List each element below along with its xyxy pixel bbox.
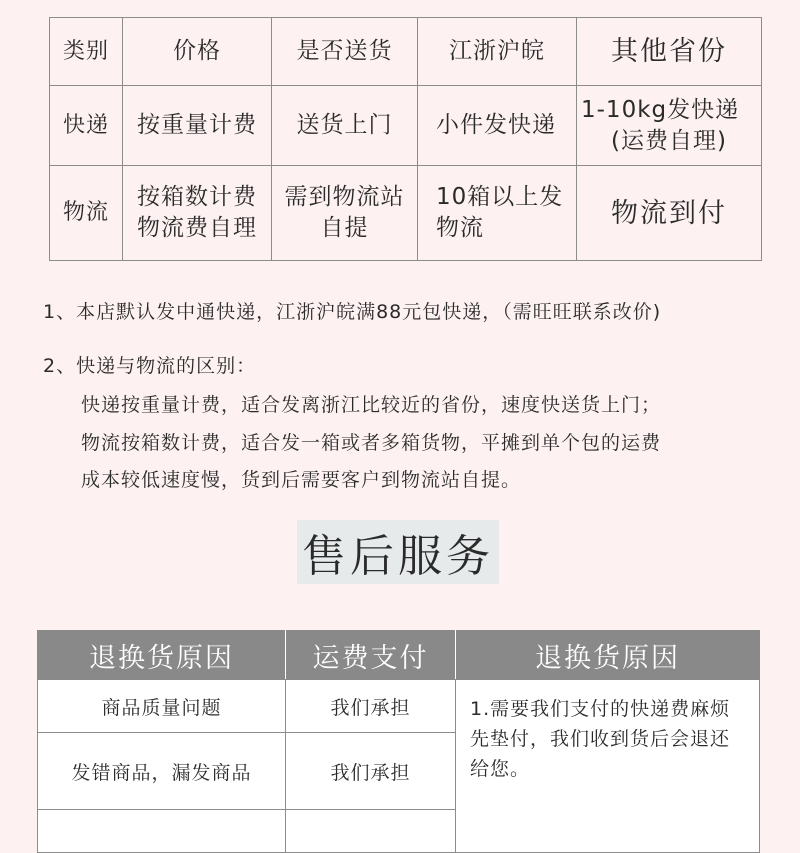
return-header-shipping-payment: 运费支付 (286, 631, 456, 680)
logistics-delivery: 需到物流站自提 (272, 166, 418, 261)
return-note: 1.需要我们支付的快递费麻烦先垫付，我们收到货后会退还给您。 (456, 680, 760, 853)
note-line-4: 物流按箱数计费，适合发一箱或者多箱货物，平摊到单个包的运费 (81, 432, 662, 454)
header-price: 价格 (123, 18, 272, 86)
shipping-table (49, 17, 762, 261)
note-line-3: 快递按重量计费，适合发离浙江比较近的省份，速度快送货上门； (81, 394, 662, 416)
return-header-reason-2: 退换货原因 (456, 631, 760, 680)
logistics-row (50, 166, 762, 261)
return-row (38, 680, 760, 733)
return-reason-empty (38, 810, 286, 853)
return-payer: 我们承担 (286, 680, 456, 733)
return-reason: 发错商品，漏发商品 (38, 733, 286, 810)
note-line-1: 1、本店默认发中通快递，江浙沪皖满88元包快递，（需旺旺联系改价) (43, 301, 662, 323)
note-line-5: 成本较低速度慢，货到后需要客户到物流站自提。 (81, 469, 522, 491)
return-table (37, 630, 760, 853)
express-other-line2: (运费自理) (611, 127, 727, 154)
return-reason: 商品质量问题 (38, 680, 286, 733)
express-row (50, 86, 762, 166)
express-category: 快递 (50, 86, 123, 166)
express-other (577, 86, 762, 166)
return-header-row (38, 631, 760, 680)
header-category: 类别 (50, 18, 123, 86)
express-jzhw: 小件发快递 (418, 86, 577, 166)
logistics-jzhw: 10箱以上发物流 (418, 166, 577, 261)
shipping-header-row (50, 18, 762, 86)
after-sales-title: 售后服务 (297, 520, 499, 584)
logistics-other: 物流到付 (577, 166, 762, 261)
logistics-price: 按箱数计费物流费自理 (123, 166, 272, 261)
return-payer-empty (286, 810, 456, 853)
note-line-2: 2、快递与物流的区别： (43, 355, 257, 377)
express-price: 按重量计费 (123, 86, 272, 166)
express-other-line1: 1-10kg发快递 (581, 96, 740, 123)
logistics-category: 物流 (50, 166, 123, 261)
express-delivery: 送货上门 (272, 86, 418, 166)
header-delivery: 是否送货 (272, 18, 418, 86)
header-other-provinces: 其他省份 (577, 18, 762, 86)
return-header-reason: 退换货原因 (38, 631, 286, 680)
header-jzhw: 江浙沪皖 (418, 18, 577, 86)
return-payer: 我们承担 (286, 733, 456, 810)
